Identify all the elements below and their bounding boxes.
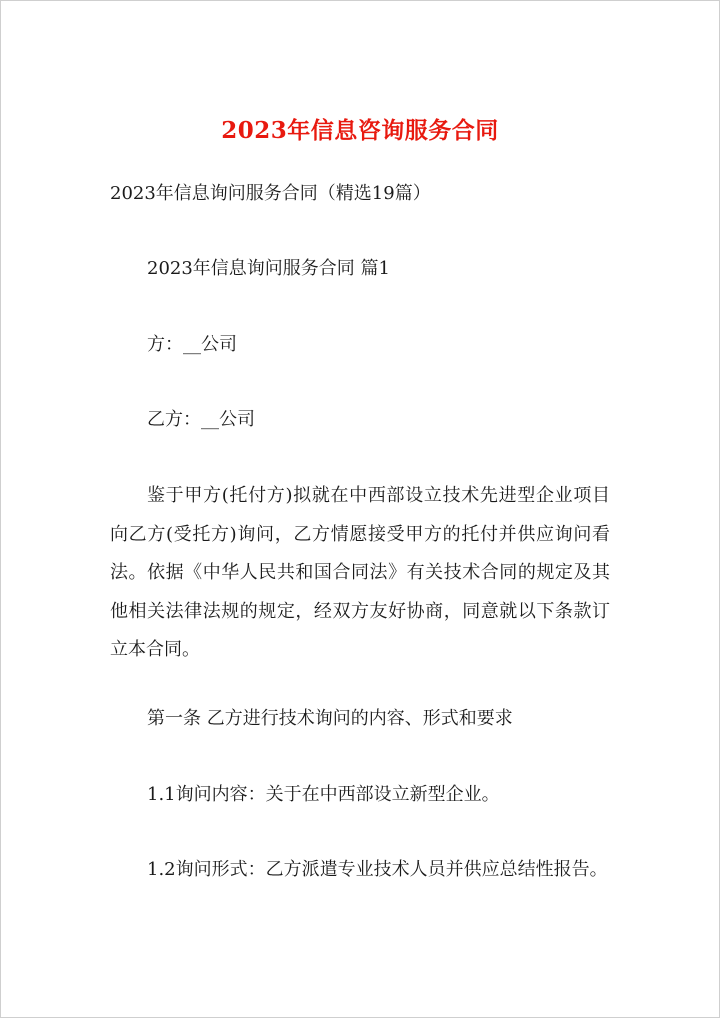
party-b-line: 乙方：__公司 [147, 409, 255, 430]
party-a-line: 方：__公司 [147, 334, 237, 355]
document-subtitle: 2023年信息询问服务合同（精选19篇） [110, 183, 431, 204]
clause-1-2: 1.2询问形式：乙方派遣专业技术人员并供应总结性报告。 [147, 859, 608, 880]
article-1-heading: 第一条 乙方进行技术询问的内容、形式和要求 [147, 708, 513, 729]
clause-1-1: 1.1询问内容：关于在中西部设立新型企业。 [147, 784, 500, 805]
document-title: 2023年信息咨询服务合同 [221, 117, 499, 144]
intro-paragraph: 鉴于甲方(托付方)拟就在中西部设立技术先进型企业项目向乙方(受托方)询问，乙方情愿接受甲方的托付并供应询问看法。依据《中华人民共和国合同法》有关技术合同的规定及其他相关法律法规的规定，经双方友好协商，同意就以下条款订立本合同。 [110, 485, 610, 660]
section-heading: 2023年信息询问服务合同 篇1 [147, 258, 390, 279]
